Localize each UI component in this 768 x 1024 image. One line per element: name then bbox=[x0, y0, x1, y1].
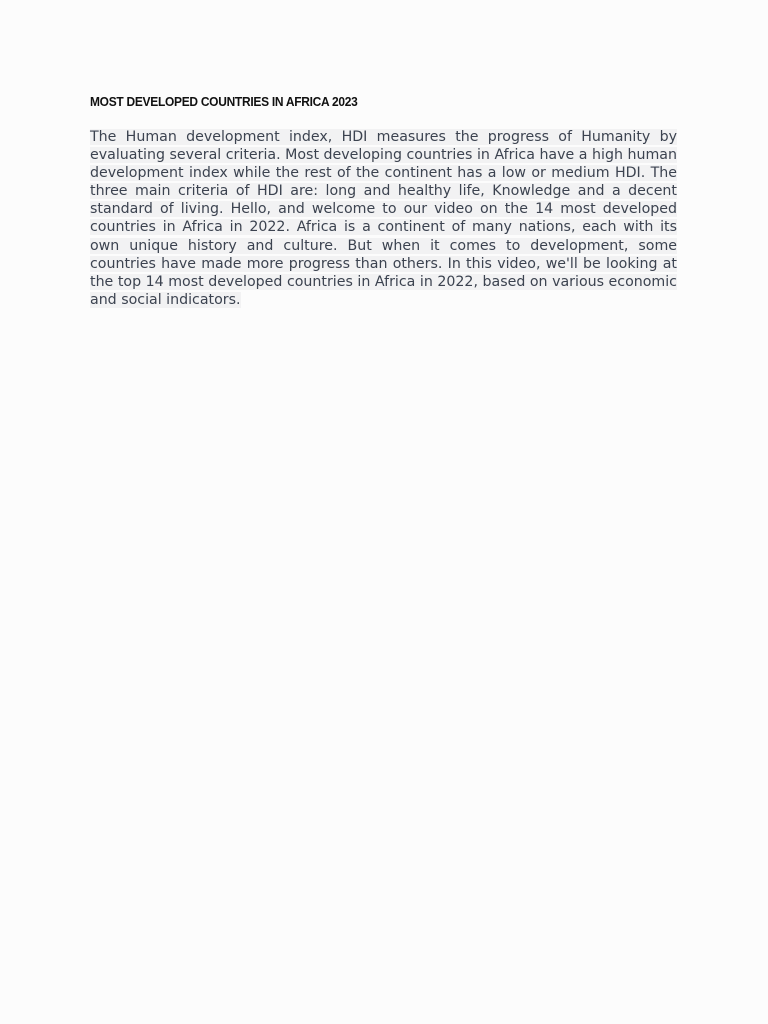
document-body-paragraph bbox=[90, 128, 677, 309]
document-title: MOST DEVELOPED COUNTRIES IN AFRICA 2023 bbox=[90, 94, 358, 109]
document-body-text: The Human development index, HDI measures the progress of Humanity by evaluating several criteria. Most developing countries in Africa have a high human development index while the rest of the continent has a low or medium HDI. The three main criteria of HDI are: long and healthy life, Knowledge and a decent standard of living. Hello, and welcome to our video on the 14 most developed countries in Africa in 2022. Africa is a continent of many nations, each with its own unique history and culture. But when it comes to development, some countries have made more progress than others. In this video, we'll be looking at the top 14 most developed countries in Africa in 2022, based on various economic and social indicators. bbox=[90, 129, 677, 308]
document-content bbox=[90, 94, 677, 309]
